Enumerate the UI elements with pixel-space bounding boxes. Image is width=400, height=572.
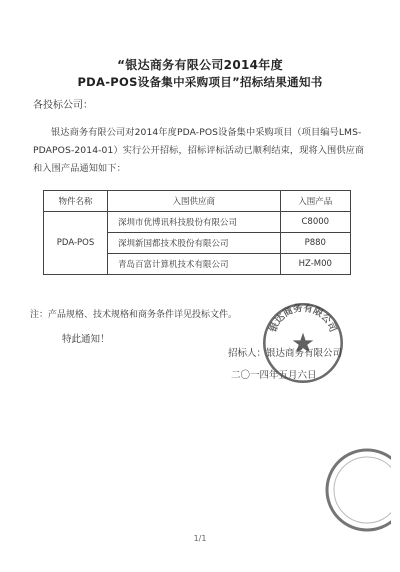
body-paragraph: 银达商务有限公司对2014年度PDA-POS设备集中采购项目（项目编号LMS-PDAPOS-2014-01）实行公开招标，招标评标活动已顺利结束，现将入围供应商和入围产品通知如下： [33,127,365,174]
table-row [44,212,351,233]
table-header-product: 入围产品 [280,191,350,212]
table-header-supplier: 入围供应商 [108,191,281,212]
result-table [43,190,351,275]
seal-star-icon [293,333,314,353]
closing-text: 特此通知！ [62,334,110,345]
table-cell-supplier: 深圳市优博讯科技股份有限公司 [108,212,281,233]
seal-text: 银达商务有限公司 [267,302,339,334]
table-cell-supplier: 深圳新国都技术股份有限公司 [108,233,281,254]
note-text: 注：产品规格、技术规格和商务条件详见投标文件。 [30,310,238,320]
page-number: 1/1 [193,534,207,543]
salutation: 各投标公司： [33,100,93,111]
date-text: 二〇一四年五月六日 [231,370,317,381]
table-cell-category: PDA-POS [44,212,108,275]
partial-seal-ring [327,450,391,530]
signer-text: 招标人：银达商务有限公司 [228,348,343,359]
document-title-line1: “银达商务有限公司2014年度 [117,58,283,72]
table-header-item: 物件名称 [44,191,108,212]
partial-seal [319,440,391,540]
table-cell-product: HZ-M00 [280,254,350,275]
table-cell-product: P880 [280,233,350,254]
table-cell-product: C8000 [280,212,350,233]
official-seal [260,300,346,386]
table-header-row [44,191,351,212]
table-cell-supplier: 青岛百富计算机技术有限公司 [108,254,281,275]
document-title-line2: PDA-POS设备集中采购项目”招标结果通知书 [77,75,323,89]
